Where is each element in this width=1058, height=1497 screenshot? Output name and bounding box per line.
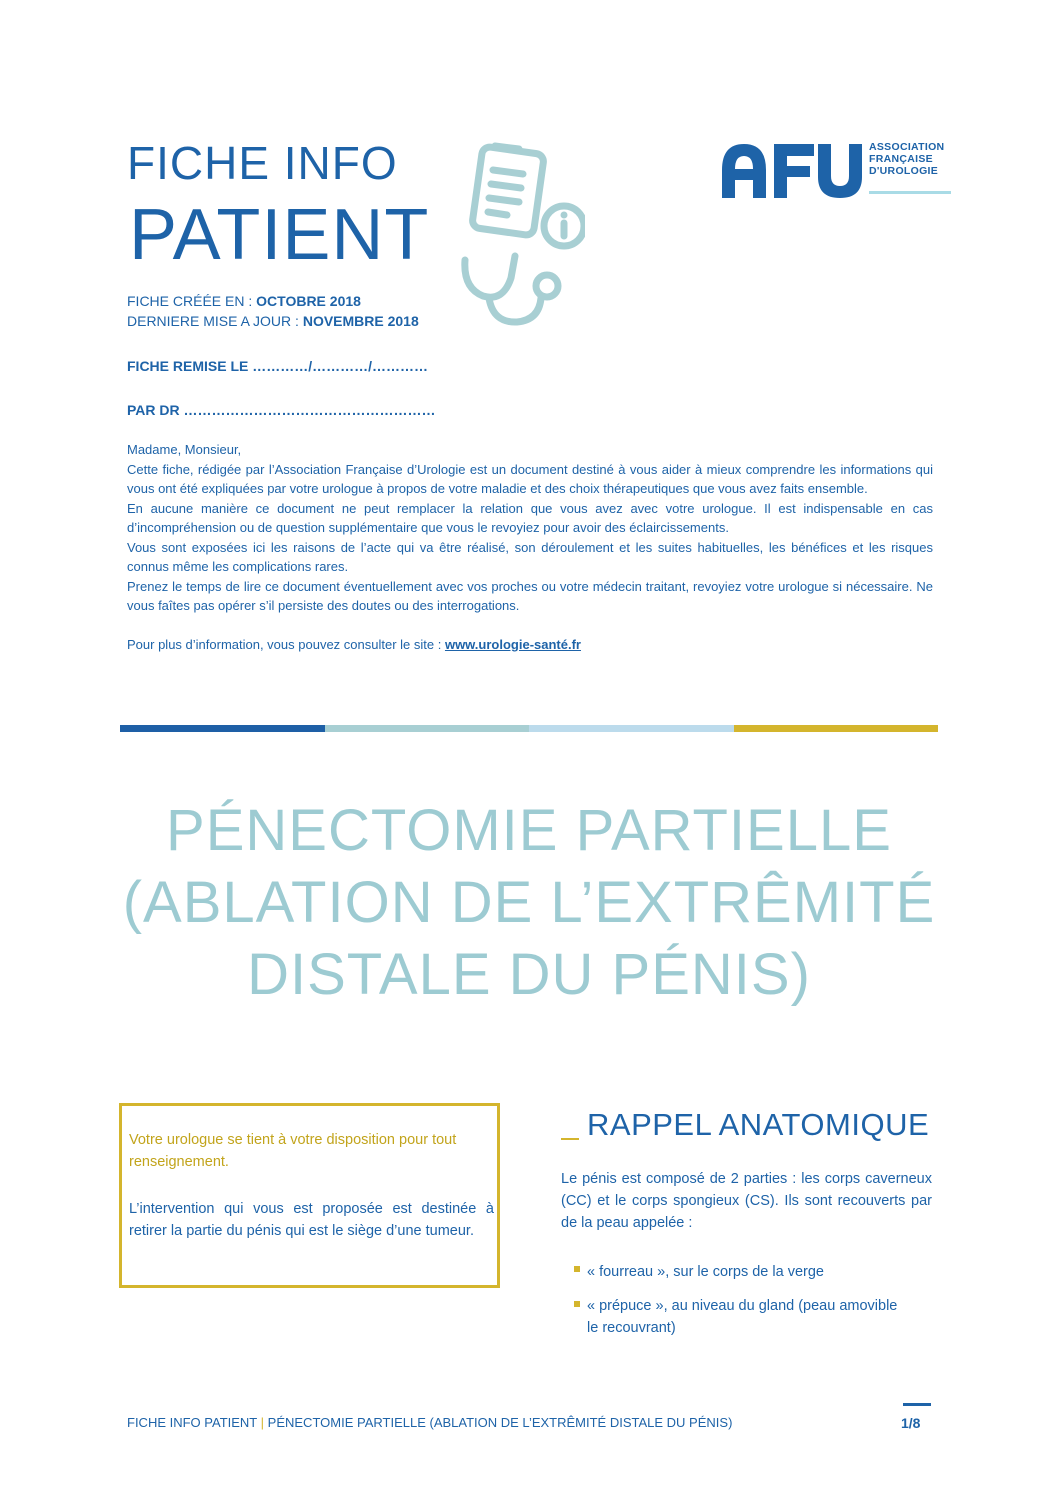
- section-heading-rappel: RAPPEL ANATOMIQUE: [587, 1107, 930, 1142]
- logo-line1: ASSOCIATION: [869, 141, 945, 153]
- section-dash: [561, 1138, 579, 1140]
- created-value: OCTOBRE 2018: [256, 293, 361, 309]
- fiche-meta: [127, 291, 419, 331]
- document-title: [60, 795, 998, 1011]
- header-title-line1: FICHE INFO: [127, 137, 398, 189]
- medical-illustration-icon: [455, 138, 585, 328]
- footer-separator: |: [260, 1415, 265, 1430]
- par-dr-field: PAR DR ………………………………………………: [127, 402, 436, 418]
- intro-site-line: [127, 635, 933, 655]
- logo-line3: D'UROLOGIE: [869, 165, 939, 177]
- afu-logo-text: [869, 141, 944, 177]
- bullet-marker: [574, 1266, 580, 1272]
- intro-paragraph-2: En aucune manière ce document ne peut remplacer la relation que vous avez avec votre urologue. Il est indispensable en cas d’incompréhension ou de question supplémentaire que vous le revoyiez pour avoir des éclaircissements.: [127, 500, 933, 535]
- document-title-line3: DISTALE DU PÉNIS): [247, 942, 811, 1007]
- site-link[interactable]: www.urologie-santé.fr: [444, 636, 581, 652]
- color-bar: [120, 725, 938, 732]
- info-box-body: L’intervention qui vous est proposée est destinée à retirer la partie du pénis qui est le siège d’une tumeur.: [129, 1201, 494, 1239]
- intro-paragraph-4: Prenez le temps de lire ce document éventuellement avec vos proches ou votre médecin traitant, revoyiez votre urologue si nécessaire. Ne vous faîtes pas opérer s’il persiste des doutes ou des interrogations.: [127, 578, 933, 613]
- footer-right: PÉNECTOMIE PARTIELLE (ABLATION DE L’EXTRÊMITÉ DISTALE DU PÉNIS): [267, 1415, 733, 1430]
- updated-line: [127, 311, 419, 331]
- created-line: [127, 291, 419, 311]
- header-title-line2: PATIENT: [129, 195, 430, 275]
- logo-line2: FRANÇAISE: [869, 153, 933, 165]
- page-footer: [127, 1415, 732, 1430]
- site-label: Pour plus d’information, vous pouvez consulter le site :: [127, 636, 445, 652]
- created-label: FICHE CRÉÉE EN :: [127, 293, 257, 309]
- document-title-line1: PÉNECTOMIE PARTIELLE: [166, 798, 892, 863]
- anatomy-bullet-1: « fourreau », sur le corps de la verge: [587, 1264, 824, 1280]
- intro-paragraph-3: Vous sont exposées ici les raisons de l’acte qui va être réalisé, son déroulement et les suites habituelles, les bénéfices et les risques connus même les complications rares.: [127, 539, 933, 574]
- document-title-line2: (ABLATION DE L’EXTRÊMITÉ: [122, 870, 936, 935]
- info-box-lead: Votre urologue se tient à votre disposition pour tout renseignement.: [129, 1132, 457, 1170]
- updated-value: NOVEMBRE 2018: [302, 313, 419, 329]
- color-bar-segment-4: [734, 725, 939, 732]
- page-number: 1/8: [901, 1415, 921, 1431]
- intro-greeting: Madame, Monsieur,: [127, 442, 242, 457]
- anatomy-bullet-2: « prépuce », au niveau du gland (peau amovible le recouvrant): [587, 1298, 898, 1336]
- color-bar-segment-2: [325, 725, 530, 732]
- page-number-bar: [903, 1403, 931, 1406]
- updated-label: DERNIERE MISE A JOUR :: [127, 313, 303, 329]
- intro-text: [127, 440, 933, 654]
- intro-paragraph-1: Cette fiche, rédigée par l’Association Française d’Urologie est un document destiné à vous aider à mieux comprendre les informations qui vous ont été expliquées par votre urologue à propos de votre maladie et des choix thérapeutiques que vous avez faits ensemble.: [127, 461, 933, 496]
- fiche-remise-field: FICHE REMISE LE …………/…………/…………: [127, 358, 429, 374]
- bullet-marker: [574, 1301, 580, 1307]
- color-bar-segment-1: [120, 725, 325, 732]
- logo-underline: [869, 191, 951, 194]
- footer-left: FICHE INFO PATIENT: [127, 1415, 258, 1430]
- color-bar-segment-3: [529, 725, 734, 732]
- anatomy-paragraph: Le pénis est composé de 2 parties : les corps caverneux (CC) et le corps spongieux (CS). Ils sont recouverts par de la peau appelée :: [561, 1171, 932, 1231]
